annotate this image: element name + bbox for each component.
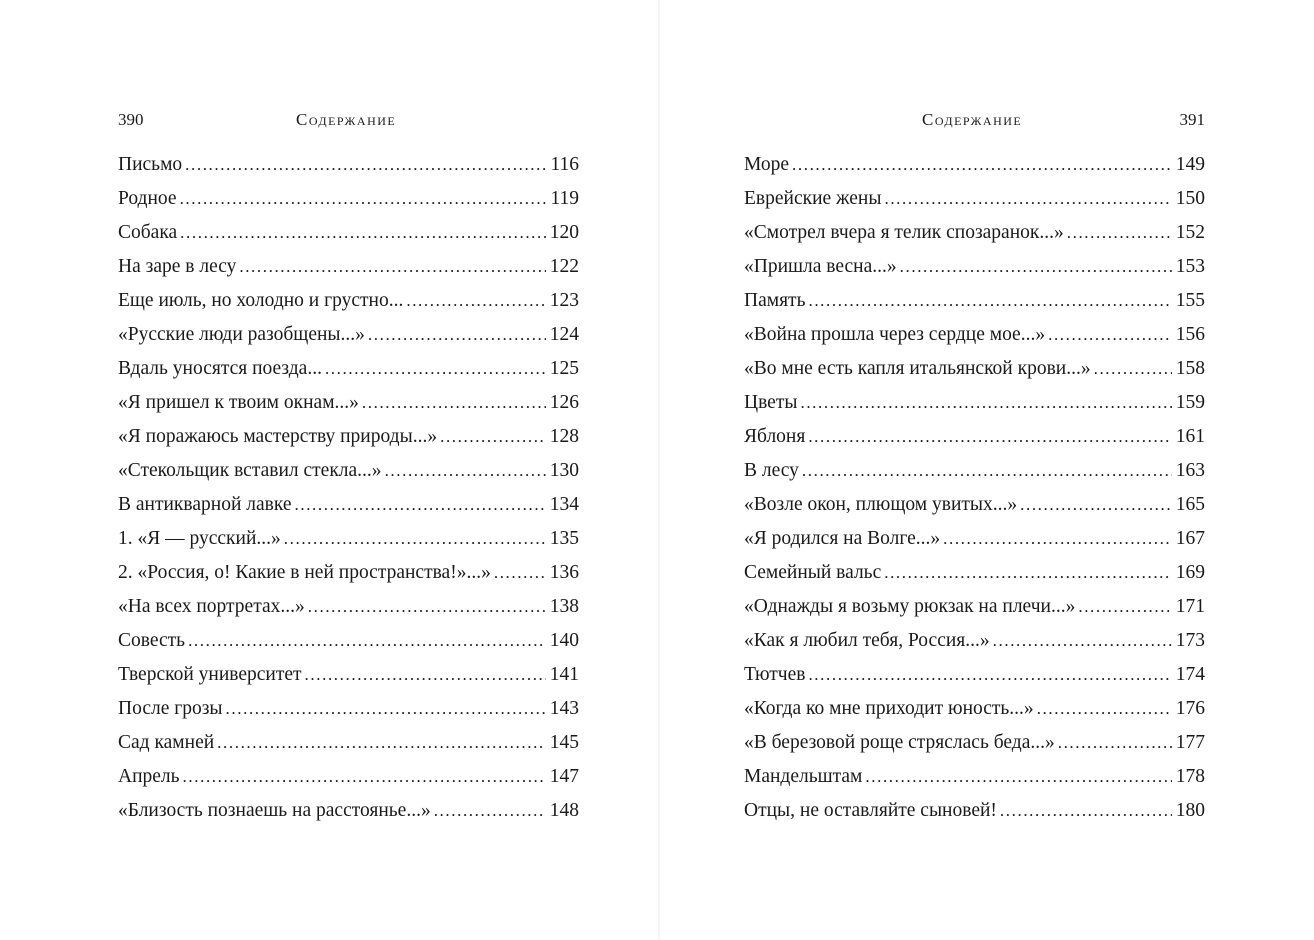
toc-entry-page-number: 135 (549, 528, 579, 549)
toc-entry-title: «Как я любил тебя, Россия...» (744, 630, 990, 651)
toc-entry-title: Семейный вальс (744, 562, 882, 583)
dot-leader (1020, 489, 1172, 521)
toc-entry-page-number: 161 (1175, 426, 1205, 447)
toc-entry (118, 251, 579, 285)
dot-leader (183, 761, 546, 793)
dot-leader (1037, 693, 1172, 725)
dot-leader (295, 489, 546, 521)
dot-leader (305, 659, 546, 691)
toc-entry-title: «Однажды я возьму рюкзак на плечи...» (744, 596, 1076, 617)
dot-leader (188, 625, 546, 657)
toc-entry-title: «Возле окон, плющом увитых...» (744, 494, 1018, 515)
dot-leader (884, 183, 1171, 215)
dot-leader (1048, 319, 1172, 351)
toc-entry-page-number: 173 (1175, 630, 1205, 651)
dot-leader (385, 455, 546, 487)
dot-leader (440, 421, 546, 453)
toc-entry-page-number: 116 (550, 154, 579, 175)
toc-entry-title: «Я поражаюсь мастерству природы...» (118, 426, 438, 447)
toc-entry (118, 727, 579, 761)
toc-entry-title: Апрель (118, 766, 180, 787)
dot-leader (993, 625, 1172, 657)
toc-entry-title: 1. «Я — русский...» (118, 528, 281, 549)
dot-leader (808, 659, 1171, 691)
dot-leader (494, 557, 546, 589)
toc-entry-page-number: 163 (1175, 460, 1205, 481)
toc-entry-page-number: 136 (549, 562, 579, 583)
dot-leader (808, 421, 1171, 453)
toc-entry-page-number: 180 (1175, 800, 1205, 821)
toc-entry-page-number: 159 (1175, 392, 1205, 413)
dot-leader (1094, 353, 1172, 385)
toc-entry-page-number: 169 (1175, 562, 1205, 583)
toc-entry (744, 217, 1205, 251)
toc-entry (118, 387, 579, 421)
toc-entry (118, 659, 579, 693)
toc-entry-title: 2. «Россия, о! Какие в ней пространства!»...» (118, 562, 491, 583)
toc-entry-page-number: 120 (549, 222, 579, 243)
toc-entry (744, 251, 1205, 285)
toc-entry (744, 591, 1205, 625)
toc-entry (744, 523, 1205, 557)
toc-entry-title: Яблоня (744, 426, 806, 447)
toc-entry-page-number: 158 (1175, 358, 1205, 379)
toc-entry-title: «Близость познаешь на расстоянье...» (118, 800, 431, 821)
toc-entry (118, 761, 579, 795)
toc-list-left (118, 149, 579, 829)
toc-entry (744, 421, 1205, 455)
toc-entry-title: «Война прошла через сердце мое...» (744, 324, 1046, 345)
page-number-left: 390 (118, 110, 144, 129)
dot-leader (900, 251, 1172, 283)
toc-entry-page-number: 176 (1175, 698, 1205, 719)
toc-entry-title: Тютчев (744, 664, 806, 685)
dot-leader (808, 285, 1171, 317)
toc-entry-title: Родное (118, 188, 177, 209)
toc-entry-page-number: 122 (549, 256, 579, 277)
toc-entry-page-number: 174 (1175, 664, 1205, 685)
toc-entry-title: После грозы (118, 698, 223, 719)
right-page (744, 0, 1205, 940)
toc-entry-page-number: 171 (1175, 596, 1205, 617)
toc-entry-title: Письмо (118, 154, 183, 175)
toc-entry-page-number: 124 (549, 324, 579, 345)
dot-leader (325, 353, 546, 385)
toc-entry (744, 149, 1205, 183)
toc-entry (744, 693, 1205, 727)
toc-entry (744, 387, 1205, 421)
toc-entry-page-number: 167 (1175, 528, 1205, 549)
toc-entry-title: «Я пришел к твоим окнам...» (118, 392, 359, 413)
running-head-left (118, 108, 579, 132)
running-head-right (744, 108, 1205, 132)
toc-entry-page-number: 149 (1175, 154, 1205, 175)
toc-entry (744, 183, 1205, 217)
dot-leader (884, 557, 1172, 589)
toc-entry-title: «Во мне есть капля итальянской крови...» (744, 358, 1091, 379)
dot-leader (185, 149, 546, 181)
toc-entry-title: Еврейские жены (744, 188, 882, 209)
toc-entry-page-number: 147 (549, 766, 579, 787)
toc-entry-page-number: 138 (549, 596, 579, 617)
dot-leader (1078, 591, 1171, 623)
toc-entry (744, 489, 1205, 523)
toc-entry-page-number: 141 (549, 664, 579, 685)
toc-entry-title: «Русские люди разобщены...» (118, 324, 365, 345)
toc-entry-page-number: 178 (1175, 766, 1205, 787)
toc-entry (118, 489, 579, 523)
toc-entry-page-number: 148 (549, 800, 579, 821)
toc-entry (118, 421, 579, 455)
toc-entry-page-number: 165 (1175, 494, 1205, 515)
toc-entry-title: «Смотрел вчера я телик спозаранок...» (744, 222, 1064, 243)
toc-entry (744, 659, 1205, 693)
dot-leader (1067, 217, 1172, 249)
toc-entry (744, 455, 1205, 489)
page-gutter (658, 0, 660, 940)
page-number-right: 391 (1179, 110, 1205, 129)
toc-entry (118, 693, 579, 727)
toc-entry-title: Еще июль, но холодно и грустно... (118, 290, 404, 311)
toc-entry (118, 523, 579, 557)
toc-entry (118, 319, 579, 353)
dot-leader (865, 761, 1171, 793)
toc-entry-title: Сад камней (118, 732, 215, 753)
toc-entry-page-number: 156 (1175, 324, 1205, 345)
section-title-right: Содержание (922, 110, 1023, 129)
toc-entry (118, 149, 579, 183)
toc-entry-title: «Пришла весна...» (744, 256, 897, 277)
toc-entry (118, 795, 579, 829)
toc-entry-title: Вдаль уносятся поезда... (118, 358, 322, 379)
dot-leader (943, 523, 1172, 555)
toc-entry-page-number: 125 (549, 358, 579, 379)
dot-leader (226, 693, 546, 725)
left-page (118, 0, 579, 940)
toc-list-right (744, 149, 1205, 829)
toc-entry (118, 183, 579, 217)
toc-entry-title: «В березовой роще стряслась беда...» (744, 732, 1055, 753)
toc-entry-title: Тверской университет (118, 664, 302, 685)
dot-leader (1000, 795, 1172, 827)
dot-leader (308, 591, 546, 623)
dot-leader (180, 183, 547, 215)
toc-entry (744, 625, 1205, 659)
dot-leader (368, 319, 546, 351)
toc-entry-title: Цветы (744, 392, 798, 413)
toc-entry (118, 591, 579, 625)
toc-entry-title: Собака (118, 222, 178, 243)
toc-entry-page-number: 123 (549, 290, 579, 311)
toc-entry-page-number: 153 (1175, 256, 1205, 277)
toc-entry-title: Память (744, 290, 806, 311)
toc-entry-page-number: 130 (549, 460, 579, 481)
toc-entry-page-number: 150 (1175, 188, 1205, 209)
toc-entry (118, 285, 579, 319)
toc-entry-title: «Я родился на Волге...» (744, 528, 941, 549)
dot-leader (802, 455, 1172, 487)
toc-entry-title: Отцы, не оставляйте сыновей! (744, 800, 997, 821)
dot-leader (1058, 727, 1172, 759)
toc-entry-title: В лесу (744, 460, 799, 481)
toc-entry (744, 319, 1205, 353)
toc-entry (744, 285, 1205, 319)
toc-entry (118, 557, 579, 591)
toc-entry-title: Совесть (118, 630, 186, 651)
toc-entry-title: В антикварной лавке (118, 494, 292, 515)
toc-entry-title: «На всех портретах...» (118, 596, 305, 617)
toc-entry (744, 761, 1205, 795)
dot-leader (217, 727, 546, 759)
toc-entry-title: Море (744, 154, 790, 175)
toc-entry (118, 625, 579, 659)
toc-entry-title: «Когда ко мне приходит юность...» (744, 698, 1034, 719)
toc-entry (744, 557, 1205, 591)
toc-entry-page-number: 128 (549, 426, 579, 447)
toc-entry (744, 353, 1205, 387)
toc-entry-title: Мандельштам (744, 766, 863, 787)
toc-entry-page-number: 143 (549, 698, 579, 719)
toc-entry-page-number: 134 (549, 494, 579, 515)
toc-entry-title: «Стекольщик вставил стекла...» (118, 460, 382, 481)
toc-entry-page-number: 126 (549, 392, 579, 413)
toc-entry-page-number: 152 (1175, 222, 1205, 243)
dot-leader (362, 387, 546, 419)
dot-leader (180, 217, 546, 249)
toc-entry (744, 727, 1205, 761)
toc-entry-page-number: 145 (549, 732, 579, 753)
toc-entry-page-number: 119 (550, 188, 579, 209)
toc-entry-title: На заре в лесу (118, 256, 237, 277)
dot-leader (284, 523, 546, 555)
toc-entry-page-number: 140 (549, 630, 579, 651)
toc-entry (118, 353, 579, 387)
toc-entry-page-number: 155 (1175, 290, 1205, 311)
toc-entry (118, 455, 579, 489)
toc-entry (118, 217, 579, 251)
dot-leader (792, 149, 1172, 181)
dot-leader (434, 795, 546, 827)
dot-leader (406, 285, 545, 317)
dot-leader (239, 251, 545, 283)
toc-entry-page-number: 177 (1175, 732, 1205, 753)
section-title-left: Содержание (296, 110, 397, 129)
toc-entry (744, 795, 1205, 829)
dot-leader (800, 387, 1171, 419)
